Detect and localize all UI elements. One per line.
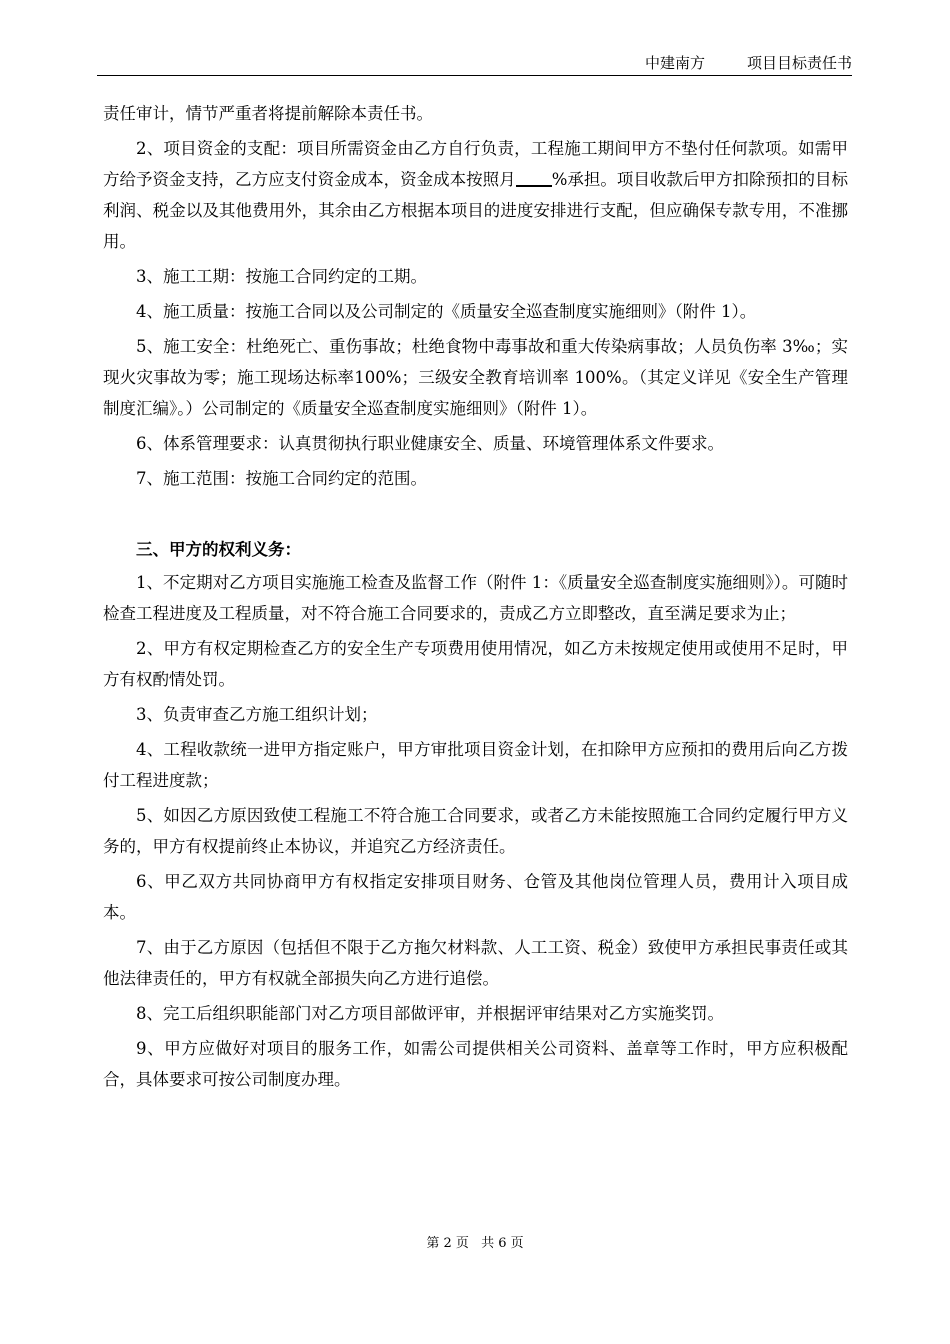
paragraph: 2、甲方有权定期检查乙方的安全生产专项费用使用情况，如乙方未按规定使用或使用不足时，甲方有权酌情处罚。 [103,639,848,689]
page-total: 共 6 页 [481,1236,524,1251]
document-body [103,98,848,1095]
section-heading: 三、甲方的权利义务： [136,540,301,559]
header-company: 中建南方 [644,54,705,72]
paragraph: 3、负责审查乙方施工组织计划； [136,705,378,724]
paragraph: 8、完工后组织职能部门对乙方项目部做评审，并根据评审结果对乙方实施奖罚。 [136,1004,724,1023]
paragraph: 9、甲方应做好对项目的服务工作，如需公司提供相关公司资料、盖章等工作时，甲方应积极配合，具体要求可按公司制度办理。 [103,1039,848,1089]
header-rule [97,75,852,76]
paragraph: 5、施工安全：杜绝死亡、重伤事故；杜绝食物中毒事故和重大传染病事故；人员负伤率 3‰；实现火灾事故为零；施工现场达标率100%；三级安全教育培训率 100%。（其定义详见《安全生产管理制度汇编》。）公司制定的《质量安全巡查制度实施细则》（附件 1）。 [103,337,848,418]
paragraph-funds [103,133,848,257]
paragraph: 7、由于乙方原因（包括但不限于乙方拖欠材料款、人工工资、税金）致使甲方承担民事责任或其他法律责任的，甲方有权就全部损失向乙方进行追偿。 [103,938,848,988]
paragraph: 6、体系管理要求：认真贯彻执行职业健康安全、质量、环境管理体系文件要求。 [136,434,724,453]
paragraph: 1、不定期对乙方项目实施施工检查及监督工作（附件 1：《质量安全巡查制度实施细则》）。可随时检查工程进度及工程质量，对不符合施工合同要求的，责成乙方立即整改，直至满足要求为止； [103,573,848,623]
page-number: 第 2 页 [426,1236,469,1251]
paragraph-funds-part2: %承担。项目收款后甲方扣除预扣的目标利润、税金以及其他费用外，其余由乙方根据本项目的进度安排进行支配，但应确保专款专用，不准挪用。 [103,170,848,251]
fill-blank [516,167,552,187]
page-header [97,52,852,74]
paragraph: 4、工程收款统一进甲方指定账户，甲方审批项目资金计划，在扣除甲方应预扣的费用后向乙方拨付工程进度款； [103,740,848,790]
paragraph: 7、施工范围：按施工合同约定的范围。 [136,469,427,488]
paragraph: 4、施工质量：按施工合同以及公司制定的《质量安全巡查制度实施细则》（附件 1）。 [136,302,757,321]
paragraph-funds-part1: 2、项目资金的支配：项目所需资金由乙方自行负责，工程施工期间甲方不垫付任何款项。如需甲方给予资金支持，乙方应支付资金成本，资金成本按照月 [103,139,848,189]
paragraph: 3、施工工期：按施工合同约定的工期。 [136,267,427,286]
paragraph: 5、如因乙方原因致使工程施工不符合施工合同要求，或者乙方未能按照施工合同约定履行甲方义务的，甲方有权提前终止本协议，并追究乙方经济责任。 [103,806,848,856]
paragraph: 责任审计，情节严重者将提前解除本责任书。 [103,104,433,123]
paragraph: 6、甲乙双方共同协商甲方有权指定安排项目财务、仓管及其他岗位管理人员，费用计入项目成本。 [103,872,848,922]
header-doc-title: 项目目标责任书 [746,54,852,72]
page-footer [0,1232,950,1251]
